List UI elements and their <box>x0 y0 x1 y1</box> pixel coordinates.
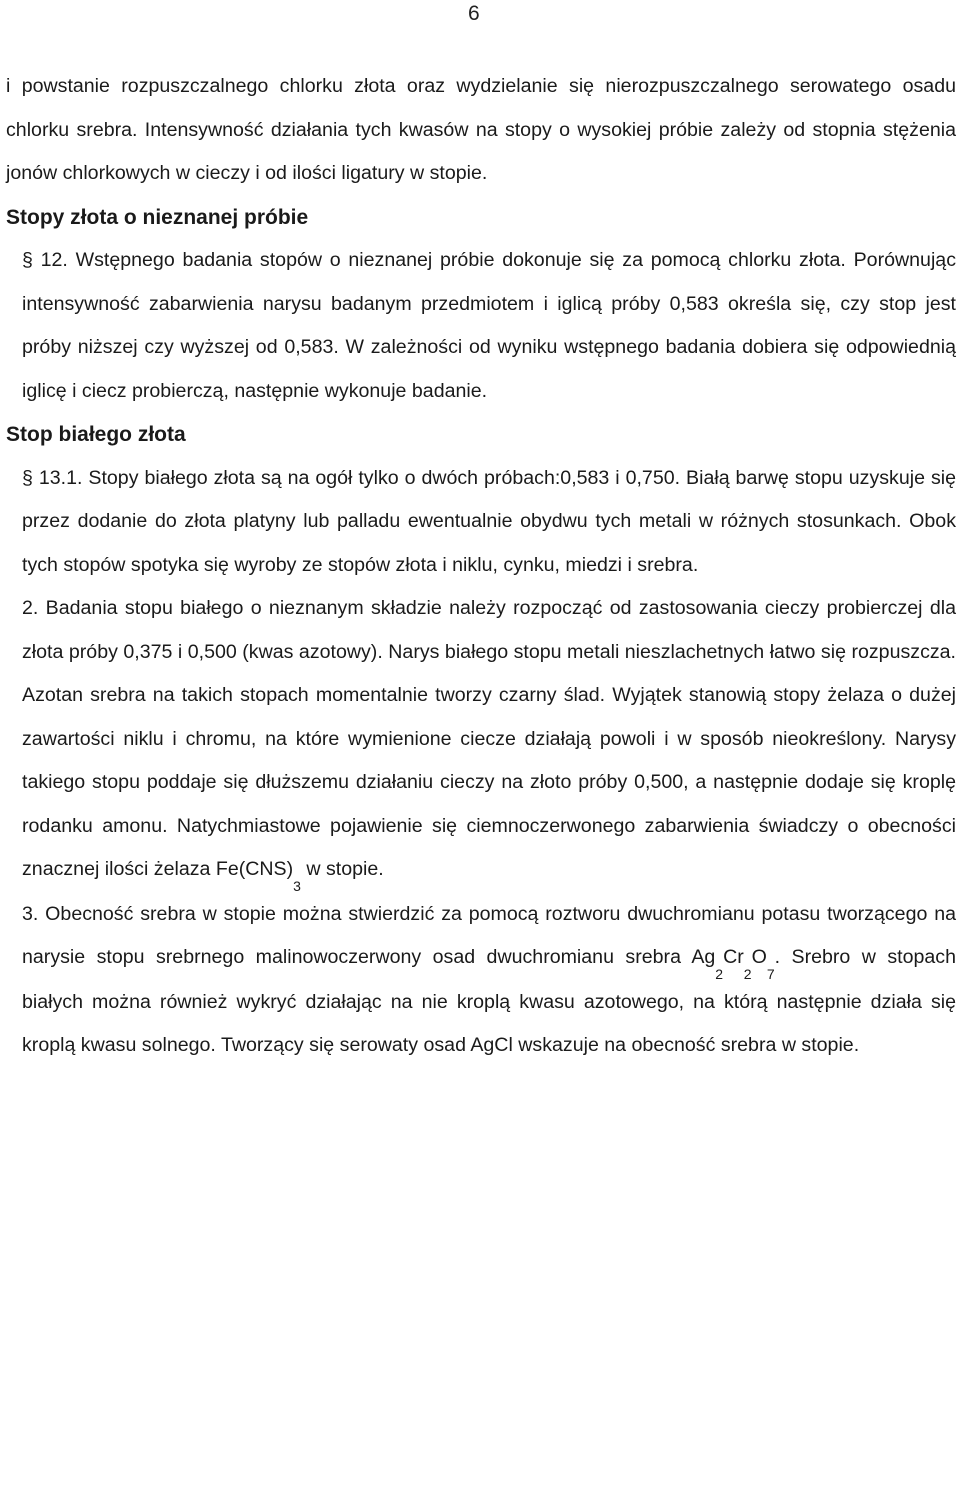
paragraph-12: § 12. Wstępnego badania stopów o nieznanej próbie dokonuje się za pomocą chlorku złota. Porównując intensywność zabarwienia narysu badanym przedmiotem i iglicą próby 0,583 określa się, czy stop jest próby niższej czy wyższej od 0,583. W zależności od wyniku wstępnego badania dobiera się odpowiednią iglicę i ciecz probierczą, następnie wykonuje badanie. <box>22 249 956 402</box>
paragraph-13-2-text: 2. Badania stopu białego o nieznanym składzie należy rozpocząć od zastosowania cieczy probierczej dla złota próby 0,375 i 0,500 (kwas azotowy). Narys białego stopu metali nieszlachetnych łatwo się rozpuszcza. Azotan srebra na takich stopach momentalnie tworzy czarny ślad. Wyjątek stanowią stopy żelaza o dużej zawartości niklu i chromu, na które wymienione ciecze działają powoli i w sposób nieokreślony. Narysy takiego stopu poddaje się dłuższemu działaniu cieczy na złoto próby 0,500, a następnie dodaje się kroplę rodanku amonu. Natychmiastowe pojawienie się ciemnoczerwonego zabarwienia świadczy o obecności znacznej ilości żelaza <box>22 597 956 880</box>
page-number: 6 <box>468 2 480 25</box>
document-body <box>6 65 956 1068</box>
section-heading-unknown-fineness: Stopy złota o nieznanej próbie <box>6 205 309 229</box>
formula-iron-thiocyanate: $Fe(CNS)_3$ <box>215 858 301 894</box>
intro-paragraph: i powstanie rozpuszczalnego chlorku złota oraz wydzielanie się nierozpuszczalnego serowatego osadu chlorku srebra. Intensywność działania tych kwasów na stopy o wysokiej próbie zależy od stopnia stężenia jonów chlorkowych w cieczy i od ilości ligatury w stopie. <box>6 75 956 184</box>
paragraph-13-2: 2. Badania stopu białego o nieznanym składzie należy rozpocząć od zastosowania cieczy probierczej dla złota próby 0,375 i 0,500 (kwas azotowy). Narys białego stopu metali nieszlachetnych łatwo się rozpuszcza. Azotan srebra na takich stopach momentalnie tworzy czarny ślad. Wyjątek stanowią stopy żelaza o dużej zawartości niklu i chromu, na które wymienione ciecze działają powoli i w sposób nieokreślony. Narysy takiego stopu poddaje się dłuższemu działaniu cieczy na złoto próby 0,500, a następnie dodaje się kroplę rodanku amonu. Natychmiastowe pojawienie się ciemnoczerwonego zabarwienia świadczy o obecności znacznej ilości żelaza $Fe(CNS)_3$ w stopie. <box>22 597 956 894</box>
formula-silver-dichromate: $Ag_2Cr_2O_7$ <box>691 946 775 982</box>
paragraph-13-1: § 13.1. Stopy białego złota są na ogół tylko o dwóch próbach:0,583 i 0,750. Białą barwę stopu uzyskuje się przez dodanie do złota platyny lub palladu ewentualnie obydwu tych metali w różnych stosunkach. Obok tych stopów spotyka się wyroby ze stopów złota i niklu, cynku, miedzi i srebra. <box>22 466 956 576</box>
section-heading-white-gold: Stop białego złota <box>6 423 186 446</box>
formula-subscript: 3 <box>293 878 301 894</box>
paragraph-13-3: 3. Obecność srebra w stopie można stwierdzić za pomocą roztworu dwuchromianu potasu tworzącego na narysie stopu srebrnego malinowoczerwony osad dwuchromianu srebra $Ag_2Cr_2O_7$. Srebro w stopach białych można również wykryć działając na nie kroplą kwasu azotowego, na którą następnie działa się kroplą kwasu solnego. Tworzący się serowaty osad AgCl wskazuje na obecność srebra w stopie. <box>22 902 956 1056</box>
